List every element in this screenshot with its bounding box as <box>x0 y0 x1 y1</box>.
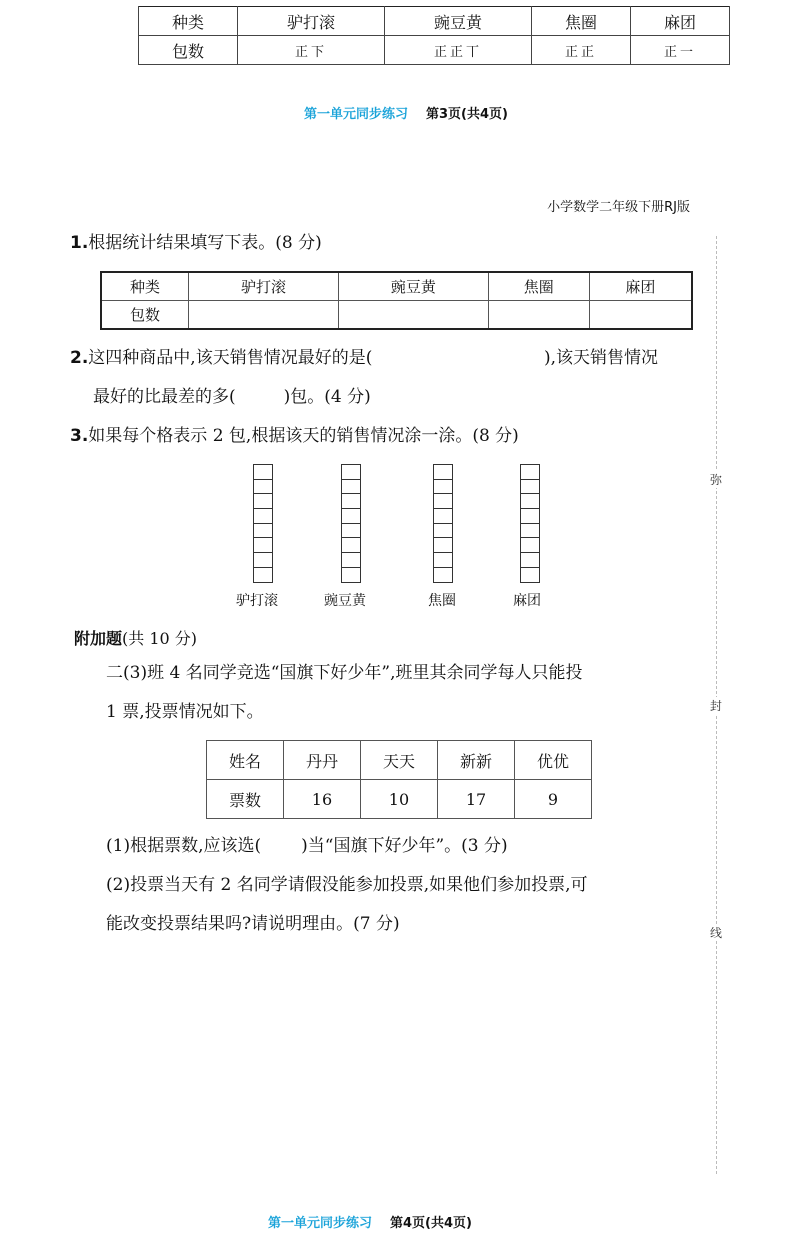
question-text: 根据统计结果填写下表。(8 分) <box>88 233 322 253</box>
fill-header-kind: 种类 <box>101 272 189 301</box>
question-text: )包。(4 分) <box>283 387 371 407</box>
question-text: )当“国旗下好少年”。(3 分) <box>301 836 508 856</box>
tally-header-item: 豌豆黄 <box>384 7 531 36</box>
bonus-text: 二(3)班 4 名同学竞选“国旗下好少年”,班里其余同学每人只能投 <box>106 663 583 683</box>
fill-header-item: 驴打滚 <box>189 272 339 301</box>
fill-header-item: 豌豆黄 <box>338 272 488 301</box>
vote-name: 优优 <box>515 741 592 780</box>
tally-header-item: 驴打滚 <box>238 7 385 36</box>
fill-blank-cell[interactable] <box>488 301 589 330</box>
fill-header-item: 焦圈 <box>488 272 589 301</box>
tally-header-kind: 种类 <box>139 7 238 36</box>
vote-table <box>206 740 592 819</box>
question-2 <box>70 350 372 367</box>
vote-count: 9 <box>515 780 592 819</box>
vote-name: 天天 <box>360 741 437 780</box>
question-text: 最好的比最差的多( <box>93 387 236 407</box>
binding-mark: 弥 <box>710 473 723 487</box>
page-footer <box>304 103 508 122</box>
tally-header-item: 焦圈 <box>531 7 630 36</box>
edition-label: 小学数学二年级下册RJ版 <box>547 200 690 215</box>
question-text: (1)根据票数,应该选( <box>106 836 262 856</box>
bonus-text: 1 票,投票情况如下。 <box>106 702 264 722</box>
vote-name: 新新 <box>437 741 514 780</box>
vote-name: 丹丹 <box>283 741 360 780</box>
bonus-sub1 <box>106 838 508 855</box>
fill-blank-cell[interactable] <box>338 301 488 330</box>
tally-mark: 正正丅 <box>384 36 531 65</box>
tally-table <box>138 6 730 65</box>
question-text: 如果每个格表示 2 包,根据该天的销售情况涂一涂。(8 分) <box>88 426 519 446</box>
footer-page: 第3页(共4页) <box>426 107 508 122</box>
question-number: 3. <box>70 426 89 446</box>
vote-count: 17 <box>437 780 514 819</box>
grid-label: 豌豆黄 <box>324 593 366 609</box>
grid-label: 麻团 <box>513 593 541 609</box>
vote-count: 16 <box>283 780 360 819</box>
tally-row-label: 包数 <box>139 36 238 65</box>
footer-unit: 第一单元同步练习 <box>304 107 409 122</box>
vote-count: 10 <box>360 780 437 819</box>
bonus-heading <box>74 626 197 649</box>
tally-header-item: 麻团 <box>630 7 729 36</box>
question-text: 这四种商品中,该天销售情况最好的是( <box>88 348 373 368</box>
question-2-line2 <box>93 389 371 406</box>
fill-blank-cell[interactable] <box>189 301 339 330</box>
binding-mark: 线 <box>710 926 723 940</box>
footer-page: 第4页(共4页) <box>390 1216 472 1231</box>
bonus-title: 附加题 <box>74 629 123 648</box>
color-grid-column[interactable] <box>253 464 273 583</box>
tally-mark: 正正 <box>531 36 630 65</box>
question-1 <box>70 235 322 252</box>
footer-unit: 第一单元同步练习 <box>268 1216 373 1231</box>
color-grid-column[interactable] <box>341 464 361 583</box>
fill-row-label: 包数 <box>101 301 189 330</box>
bonus-points: (共 10 分) <box>122 629 198 648</box>
question-number: 1. <box>70 233 89 253</box>
vote-header-label: 姓名 <box>207 741 284 780</box>
bonus-sub2: 能改变投票结果吗?请说明理由。(7 分) <box>106 914 400 934</box>
question-3 <box>70 428 519 445</box>
color-grid-column[interactable] <box>433 464 453 583</box>
vote-row-label: 票数 <box>207 780 284 819</box>
fill-table <box>100 271 693 330</box>
fill-blank-cell[interactable] <box>589 301 692 330</box>
question-number: 2. <box>70 348 89 368</box>
tally-mark: 正一 <box>630 36 729 65</box>
grid-label: 驴打滚 <box>236 593 278 609</box>
page-footer <box>268 1212 472 1231</box>
bonus-sub2: (2)投票当天有 2 名同学请假没能参加投票,如果他们参加投票,可 <box>106 875 588 895</box>
question-text: ),该天销售情况 <box>544 348 659 368</box>
color-grid-column[interactable] <box>520 464 540 583</box>
binding-mark: 封 <box>710 699 723 713</box>
fill-header-item: 麻团 <box>589 272 692 301</box>
tally-mark: 正下 <box>238 36 385 65</box>
grid-label: 焦圈 <box>428 593 456 609</box>
